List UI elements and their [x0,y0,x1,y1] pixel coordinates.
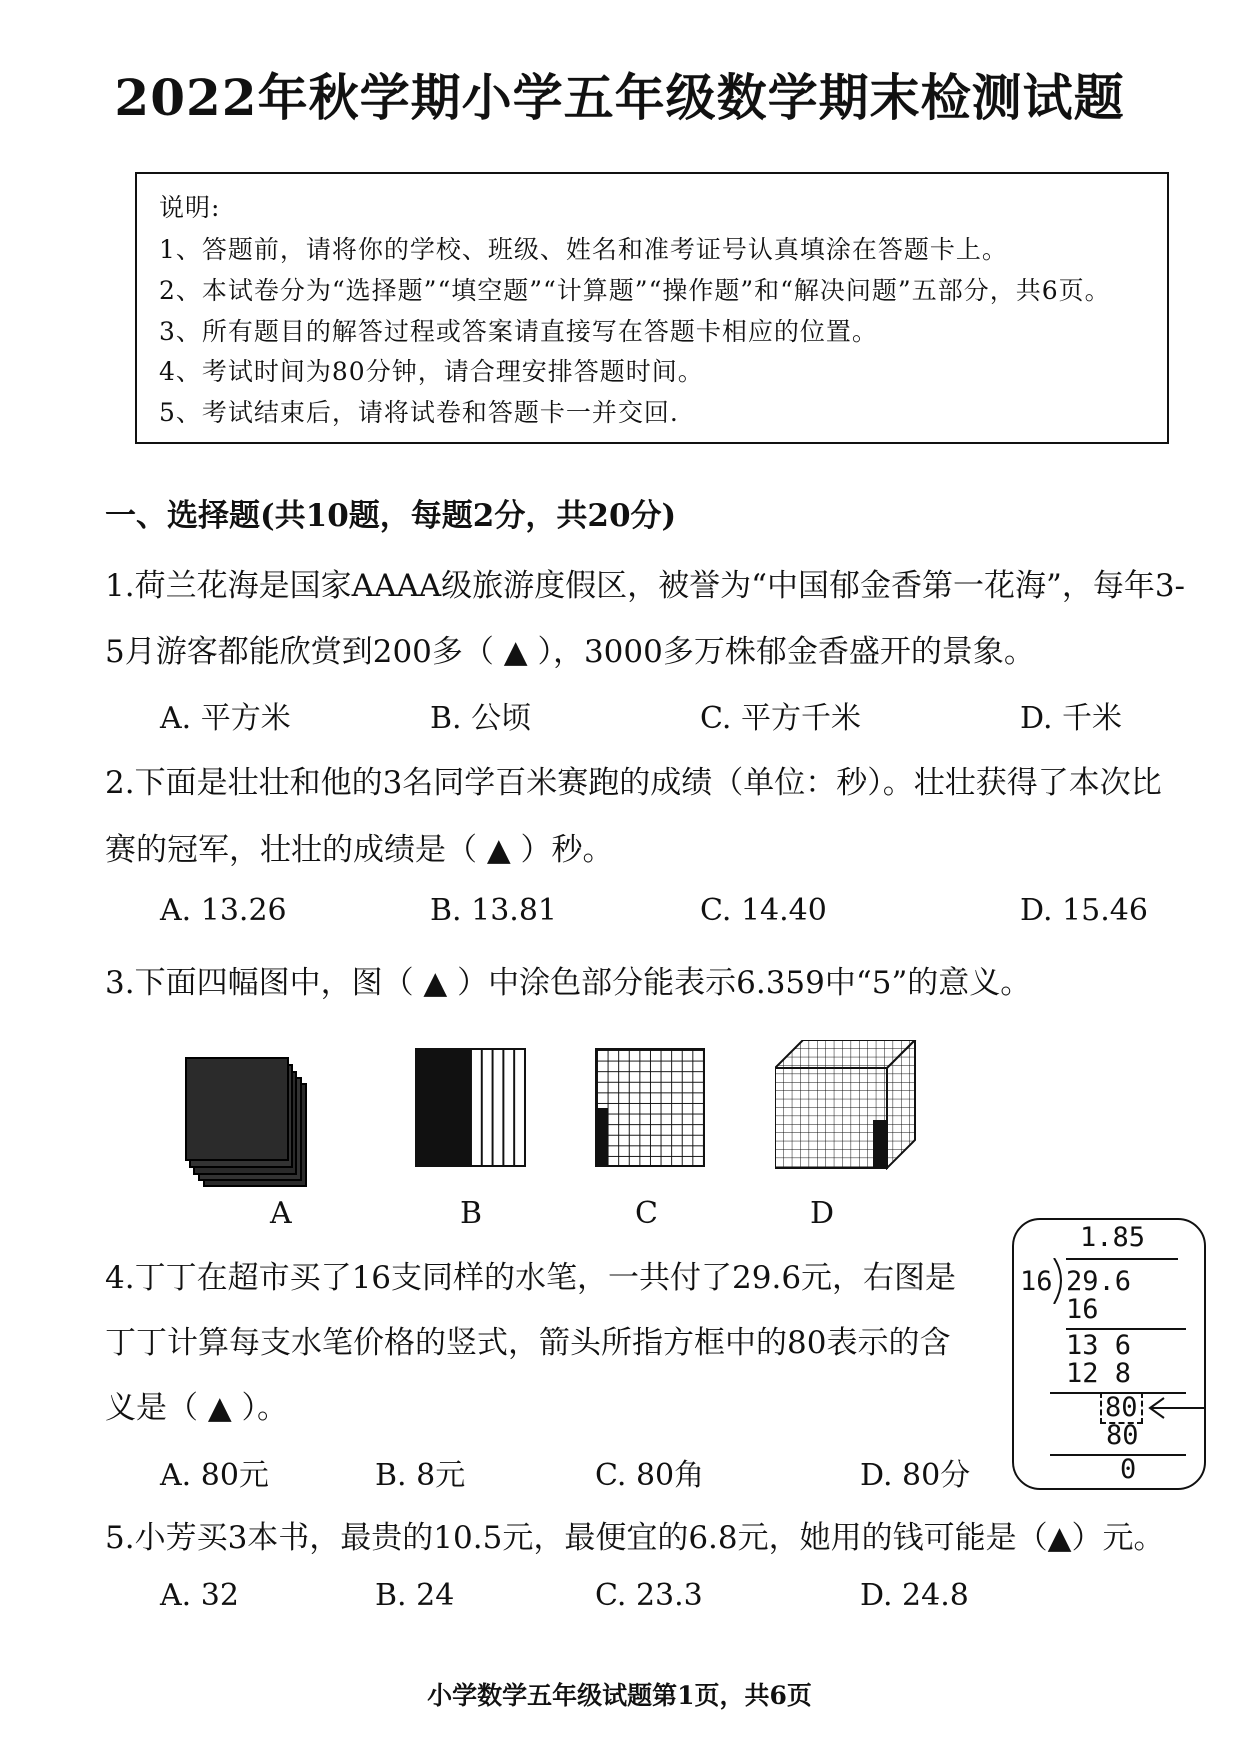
q5-option-c: C. 23.3 [595,1578,703,1613]
q5-option-a: A. 32 [160,1578,239,1613]
q2-option-c: C. 14.40 [700,893,827,928]
question-4-line-3: 义是（ ▲ ）。 [105,1390,289,1426]
q2-option-d: D. 15.46 [1020,893,1148,928]
question-1-line-2: 5月游客都能欣赏到200多（ ▲ ），3000多万株郁金香盛开的景象。 [105,634,1035,670]
dividend: 29.6 [1066,1266,1132,1297]
question-4-line-2: 丁丁计算每支水笔价格的竖式，箭头所指方框中的80表示的含 [105,1325,951,1361]
q2-option-b: B. 13.81 [430,893,558,928]
figure-label-b: B [460,1196,483,1231]
question-3-line-1: 3.下面四幅图中，图（ ▲ ）中涂色部分能表示6.359中“5”的意义。 [105,965,1032,1001]
question-2-line-2: 赛的冠军，壮壮的成绩是（ ▲ ）秒。 [105,832,614,868]
q4-option-b: B. 8元 [375,1458,466,1493]
arrow-icon [1146,1396,1208,1420]
division-step-1: 16 [1066,1294,1099,1325]
question-4-line-1: 4.丁丁在超市买了16支同样的水笔，一共付了29.6元，右图是 [105,1260,957,1296]
q4-option-c: C. 80角 [595,1458,705,1493]
division-step-5: 80 [1106,1420,1139,1451]
division-step-3: 12 8 [1066,1358,1132,1389]
q5-option-b: B. 24 [375,1578,455,1613]
instruction-item: 3、所有题目的解答过程或答案请直接写在答题卡相应的位置。 [159,317,878,346]
q1-option-b: B. 公顷 [430,701,532,736]
q4-option-a: A. 80元 [160,1458,269,1493]
remainder: 0 [1120,1454,1137,1485]
q1-option-d: D. 千米 [1020,701,1123,736]
divisor: 16 [1020,1266,1053,1297]
figure-label-d: D [810,1196,835,1231]
instruction-item: 4、考试时间为80分钟，请合理安排答题时间。 [159,357,704,386]
instructions-box [135,172,1169,444]
q4-option-d: D. 80分 [860,1458,971,1493]
question-2-line-1: 2.下面是壮壮和他的3名同学百米赛跑的成绩（单位：秒）。壮壮获得了本次比 [105,765,1162,801]
division-step-2: 13 6 [1066,1330,1132,1361]
q2-option-a: A. 13.26 [160,893,287,928]
page-title: 2022年秋学期小学五年级数学期末检测试题 [114,68,1125,127]
question-5-line-1: 5.小芳买3本书，最贵的10.5元，最便宜的6.8元，她用的钱可能是（▲）元。 [105,1520,1165,1556]
figure-d [775,1040,925,1170]
instructions-heading: 说明: [159,193,221,222]
figure-c [595,1048,705,1167]
q1-option-c: C. 平方千米 [700,701,861,736]
instruction-item: 2、本试卷分为“选择题”“填空题”“计算题”“操作题”和“解决问题”五部分，共6页。 [159,276,1111,305]
long-division-figure [1012,1218,1206,1490]
boxed-80: 80 [1100,1392,1143,1424]
instruction-item: 1、答题前，请将你的学校、班级、姓名和准考证号认真填涂在答题卡上。 [159,235,1008,264]
instruction-item: 5、考试结束后，请将试卷和答题卡一并交回. [159,398,679,427]
figure-b [415,1048,526,1167]
question-1-line-1: 1.荷兰花海是国家AAAA级旅游度假区，被誉为“中国郁金香第一花海”，每年3- [105,568,1186,604]
q5-option-d: D. 24.8 [860,1578,969,1613]
section-heading: 一、选择题(共10题，每题2分，共20分) [105,498,677,534]
figure-label-a: A [270,1196,292,1231]
quotient: 1.85 [1080,1222,1146,1253]
figure-label-c: C [635,1196,658,1231]
q1-option-a: A. 平方米 [160,701,291,736]
page-footer: 小学数学五年级试题第1页，共6页 [427,1681,812,1710]
